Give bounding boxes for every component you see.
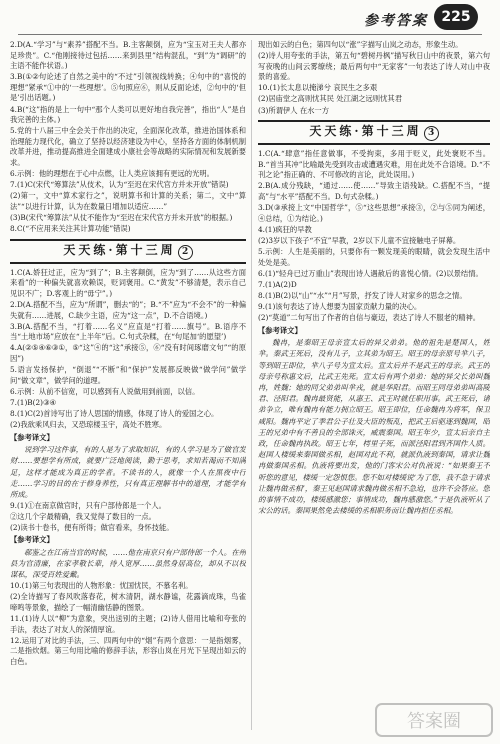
- answer-line: (2)全诗描写了春风吹落春花，树木清阴，湖水静谧，花露滴成珠，鸟雀啼鸣等景象，描绘了一幅清幽恬静的图景。: [10, 592, 246, 612]
- answer-line: 7.(1)B(2)③④: [10, 397, 57, 407]
- answer-line: 1.C(A.“肆意”指任意做事，不受拘束，多用于贬义，此处褒贬不当。B.“首当其冲”比喻最先受到攻击或遭遇灾难，用在此处不合语境。D.“不刊之论”指正确的、不可修改的言论，此处误用。): [258, 149, 490, 180]
- answer-line: 4.(1)疯狂的早教: [258, 224, 312, 234]
- answer-line: 10.(1)长太息以掩涕兮 哀民生之多艰: [258, 83, 378, 93]
- answer-line: 4.A(②⑤④⑥③①，⑤“这”④的“这”承接⑤，⑥“没有时间琢磨文句”“的原因”): [10, 343, 246, 363]
- answer-line: (3)所谓伊人 在水一方: [258, 105, 330, 115]
- answer-line: 3.D(③承接上文“中国哲学”，⑤“这些思想”承接③，②与⑤同为阐述，④总结，①为结论。): [258, 203, 490, 223]
- right-answers-mid: [258, 149, 490, 324]
- answer-line: 3.B(①②句论述了自然之美中的“不过”引领视线转换；④句中的“喜悦的理想”紧承“①中的‘一些理想’。⑤句照应⑥，则从反面论述，②句中的‘但是’引出话题。): [10, 72, 246, 103]
- answer-line: 11.(1)诗人以“柳”为意象，突出送别的主题；(2)诗人借用比喻和夸张的手法，表达了对友人的深情厚谊。: [10, 613, 246, 634]
- answer-line: 5.示例：人生是美丽的，只要你有一颗发现美的眼睛，就会发现生活中处处是美。: [258, 247, 490, 267]
- section-title-week13-2: [10, 239, 246, 264]
- answer-line: 3.B(A.搭配不当，“打着……名义”应直是“打着……旗号”。B.语序不当“土地市场”应放在“上半年”后。C.句式杂糅，在“句尾加‘的愿望’): [10, 321, 246, 342]
- answer-line: 现出如云的白色；第四句以“涨”字描写山岚之动态，形象生动。: [258, 40, 463, 49]
- left-answers-top: [10, 40, 246, 235]
- page-number-badge: [434, 4, 478, 30]
- reference-translation-heading: 【参考译文】: [258, 325, 302, 335]
- answer-line: (3)B(宋代“筹算法”从仗不能作为“至迟在宋代官方并未开放”的根据。): [10, 213, 233, 222]
- watermark-text: 答案圈: [407, 711, 461, 732]
- answer-line: 5.党的十八届三中全会关于作出的决定，全面深化改革，推进治国体系和治理能力现代化，确立了坚持以经济建设为中心，坚持各方面的体制机制改革并进，推动提高推进全面建成小康社会等战略的实际情况和发展新要求。: [10, 126, 246, 168]
- left-answers-mid: [10, 268, 246, 431]
- answer-line: (2)“莫道”二句写出了作者的自信与豪迈，表达了诗人不服老的精神。: [258, 313, 481, 323]
- section-number-circle: 2: [178, 245, 193, 260]
- answer-line: 6.示例：从前不信宽，可以感到有人说做用到前面，以信。: [10, 386, 200, 396]
- page-header: [0, 0, 500, 36]
- answer-line: 8.(1)B(2)以“山”“水”“月”写景，抒发了诗人对家乡的思念之情。: [258, 290, 467, 300]
- reference-translation-heading: 【参考译文】: [10, 432, 54, 442]
- reference-translation: 郗鉴之在江南当官的时候，……他在南京只有户部侍郎一个人。在州县为官清廉，在家孝敬长辈，待人宽厚……虽然身居高位，却从不以权谋私，深受百姓爱戴。: [10, 548, 246, 580]
- watermark-logo: [374, 700, 494, 740]
- answer-line: ②这几个字最精确，我又觉得了数目的一点。: [10, 511, 156, 521]
- answer-line: 2.D(A.搭配不当，应为“所谓”，删去“的”；B.“不”应为“不会不”的一种偏失就有……进展，C.缺少主语，应为“这一点”，D.不合语境。): [10, 299, 246, 320]
- answer-line: 7.(1)A(2)D: [258, 279, 297, 289]
- answer-line: 8.(1)C(2)首诗写出了诗人思国的情感，体现了诗人的爱国之心。: [10, 408, 219, 418]
- left-column: [10, 40, 246, 730]
- section-number-circle: 3: [424, 126, 439, 141]
- answer-line: 12.运用了对比的手法，三、四两句中的“烟”有两个意思：一是指烟雾，二是指炊烟。第三句用比喻的修辞手法，形容山岚在月光下呈现出如云的白色。: [10, 635, 246, 666]
- column-divider: [251, 40, 252, 730]
- reference-translation: 魏冉，是秦昭王母亲宣太后的异父弟弟。他的祖先是楚国人，姓芈。秦武王死后，没有儿子，立其弟为昭王。昭王的母亲原号芈八子，等到昭王即位，芈八子号为宣太后。宣太后并不是武王的母亲。武王的母亲号称惠文后，比武王先死。宣太后有两个弟弟：她的异父长弟叫魏冉，姓魏；她的同父弟弟叫芈戎，就是华阳君。而昭王同母弟弟叫高陵君、泾阳君。魏冉最贤能，从惠王、武王时就任职用事。武王死后，诸弟争立，唯有魏冉有能力拥立昭王。昭王即位，任命魏冉为将军，保卫咸阳。魏冉平定了季君公子壮及大臣的叛乱，把武王后驱逐到魏国，昭王的兄弟中有不善良的全部诛灭，威震秦国。昭王年少，宣太后亲自主政，任命魏冉执政。昭王七年，樗里子死，而派泾阳君到齐国作人质。赵国人楼缓来秦国做丞相，赵国对此不利，就派仇液到秦国，请求让魏冉做秦国丞相。仇液将要出发，他的门客宋公对仇液说：“如果秦王不听您的意见，楼缓一定怨恨您。您不如对楼缓说‘为了您，我不急于请求让魏冉做丞相’，秦王见赵国请求魏冉做丞相不急迫，也许不会答应。您的事情不成功，楼缓感激您；事情成功，魏冉感激您。”于是仇液听从了宋公的话。秦国果然免去楼缓的丞相职务而让魏冉担任丞相。: [258, 338, 490, 516]
- section-title-text: 天天练·第十三周: [63, 242, 176, 257]
- answer-line: 6.示例：他的理想在于心中点燃，让人类应该拥有更远的光明。: [10, 169, 214, 179]
- answer-line: 7.(1)C(宋代“筹算法”从伎术，认为“至迟在宋代官方并未开放”错误): [10, 180, 229, 190]
- answer-line: (2)诗人用夸张的手法，第五句“碧树丹枫”描写秋日山中的夜景，第六句写夜晚的山间云雾缭绕；最后两句中“无家客”一句表达了诗人对山中夜景的喜爱。: [258, 51, 490, 82]
- answer-line: (2)居庙堂之高则忧其民 处江湖之远则忧其君: [258, 94, 402, 104]
- answer-line: 4.B(“这”指的是上一句中“那个人类可以更好地自我完善”，指出“人”是自我完善的主体。): [10, 104, 246, 125]
- header-title: 参考答案: [364, 13, 428, 29]
- answer-line: 9.(1)该句表达了诗人想要为国家贡献力量的决心。: [258, 301, 422, 311]
- reference-translation: 说到学习这件事，有的人是为了求取知识，有的人学习是为了做官发财……要想学有所成，就要广泛地阅读，勤于思考，求知若渴而不知满足，这样才能成为真正的学者。不读书的人，就像一个人在黑夜中行走……学习的目的在于修身养性，只有真正理解书中的道理，才能学有所成。: [10, 445, 246, 499]
- answer-line: 10.(1)第三句表现出的人物形象：忧国忧民，不慕名利。: [10, 581, 193, 591]
- page-number: 225: [441, 9, 471, 25]
- answer-line: (2)读书十卷书，便有所得；做官看来，身怀技能。: [10, 522, 174, 532]
- section-title-week13-3: [258, 120, 490, 145]
- answer-line: 1.C(A.娇狂过正，应为“到了”；B.主客颠倒，应为“到了……从这些方面来看”的一种偏失就喜欢赖误，贬词褒用。C.“黄发”不够清楚，表示自己见识不广；D.客观上的“毋宁”。): [10, 267, 246, 298]
- answer-line: 9.(1)①在南京做官时，只有户部侍郎是一个人。: [10, 500, 166, 510]
- right-answers-top: [258, 40, 490, 116]
- answer-line: 8.C(“不应用来关注其计算功能”错误): [10, 224, 131, 234]
- answer-line: 2.B(A.成分残缺，“通过……使……”导致主语残缺。C.搭配不当，“提高”与“水平”搭配不当。D.句式杂糅。): [258, 181, 490, 202]
- answer-line: 2.D(A.“学习”与“素养”搭配不当。B.主客颠倒，应为“宝玉对王夫人都亦足珍贵”。C.“他刚接待过包括……来到县里”结构混乱，“到”为“调研”的主语不能作状语。): [10, 40, 246, 71]
- answer-line: (2)第一，文中“算术家行之”，说明算书和计算的关系；第二，文中“算法”“以进行计算，认为在数量日增加以适应……”: [10, 191, 246, 211]
- header-rule: [18, 34, 482, 35]
- reference-translation-heading: 【参考译文】: [10, 535, 54, 545]
- section-title-text: 天天练·第十三周: [309, 124, 422, 139]
- answer-line: (2)我欲乘风归去，又恐琼楼玉宇，高处不胜寒。: [10, 420, 167, 429]
- answer-line: 5.语言发扬保护，“倒退”“不断”和“保护”发展都反映做“做学问”做学问“做文章”，做学问的道理。: [10, 365, 246, 385]
- right-column: [258, 40, 490, 730]
- answer-line: (2)3岁以下孩子“不宜”早教，2岁以下儿童不宜接触电子屏幕。: [258, 235, 461, 245]
- answer-line: 6.(1)“轻舟已过万重山”表现出诗人遇赦后的喜悦心情。(2)以景结情。: [258, 268, 483, 278]
